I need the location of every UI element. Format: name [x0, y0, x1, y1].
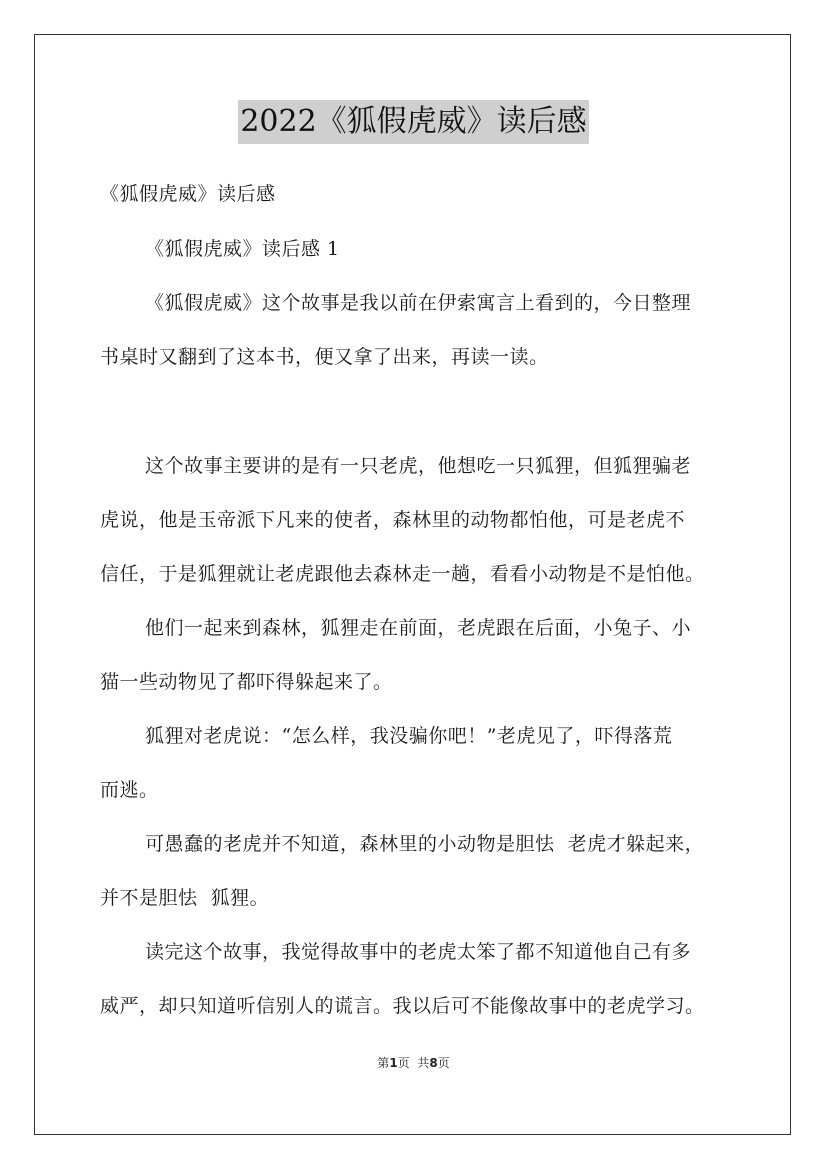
footer-suffix: 页 [437, 1056, 450, 1070]
paragraph-1-line-1: 《狐假虎威》这个故事是我以前在伊索寓言上看到的，今日整理 [145, 292, 692, 314]
paragraph-3-line-2: 猫一些动物见了都吓得躲起来了。 [100, 671, 393, 693]
section-heading: 《狐假虎威》读后感 1 [145, 238, 340, 260]
paragraph-2-line-1: 这个故事主要讲的是有一只老虎，他想吃一只狐狸，但狐狸骗老 [145, 455, 692, 477]
page-footer [0, 1055, 827, 1071]
paragraph-4-line-2: 而逃。 [100, 779, 159, 801]
paragraph-4-line-1: 狐狸对老虎说：“怎么样，我没骗你吧！”老虎见了，吓得落荒 [145, 725, 673, 747]
paragraph-6-line-2: 威严，却只知道听信别人的谎言。我以后可不能像故事中的老虎学习。 [100, 995, 705, 1017]
paragraph-2-line-2: 虎说，他是玉帝派下凡来的使者，森林里的动物都怕他，可是老虎不 [100, 509, 686, 531]
paragraph-6-line-1: 读完这个故事，我觉得故事中的老虎太笨了都不知道他自己有多 [145, 941, 692, 963]
footer-prefix: 第 [377, 1056, 390, 1070]
subtitle: 《狐假虎威》读后感 [100, 183, 276, 205]
paragraph-2-line-3: 信任，于是狐狸就让老虎跟他去森林走一趟，看看小动物是不是怕他。 [100, 563, 705, 585]
paragraph-5-line-1: 可愚蠢的老虎并不知道，森林里的小动物是胆怯 老虎才躲起来， [145, 833, 705, 855]
paragraph-1-line-2: 书桌时又翻到了这本书，便又拿了出来，再读一读。 [100, 346, 549, 368]
document-title: 2022《狐假虎威》读后感 [238, 100, 588, 144]
paragraph-5-line-2: 并不是胆怯 狐狸。 [100, 887, 270, 909]
footer-page-number: 1 [389, 1056, 398, 1070]
title-container [0, 100, 827, 144]
footer-mid: 页 共 [397, 1056, 430, 1070]
footer-total-pages: 8 [429, 1056, 438, 1070]
paragraph-3-line-1: 他们一起来到森林，狐狸走在前面，老虎跟在后面，小兔子、小 [145, 617, 692, 639]
